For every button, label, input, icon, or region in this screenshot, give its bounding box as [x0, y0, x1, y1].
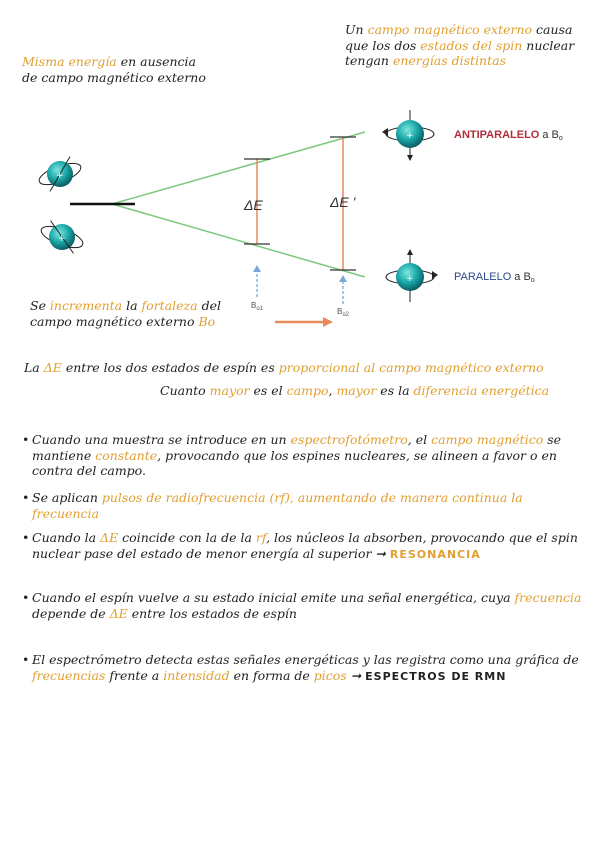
text-run: Bo: [198, 313, 216, 329]
text-run: es el: [249, 383, 287, 398]
lower-level-line: [112, 204, 365, 277]
delta-e-label: ΔE: [244, 197, 263, 213]
text-run: RESONANCIA: [389, 547, 481, 561]
text-run: frente a: [105, 667, 164, 683]
svg-text:+: +: [406, 131, 414, 141]
text-run: La: [24, 360, 44, 375]
spin-left-up-icon: [37, 157, 84, 192]
text-run: ESPECTROS DE RMN: [365, 669, 507, 683]
note-external-field: [345, 22, 585, 69]
energy-split-diagram: [20, 92, 580, 332]
b01-label: $B_{o1}$: [251, 301, 264, 312]
text-run: entre los estados de espín: [127, 605, 297, 621]
text-run: Cuando la: [32, 530, 101, 545]
text-run: campo magnético externo: [367, 22, 533, 37]
parallel-label: PARALELO a Bo: [454, 271, 535, 284]
text-run: se mantiene: [32, 432, 562, 463]
text-run: Se aplican: [32, 490, 102, 505]
proportional-statement: [24, 360, 584, 376]
text-run: Se: [30, 298, 50, 313]
greater-field-statement: [160, 383, 580, 399]
note-same-energy: [22, 54, 232, 85]
text-run: constante: [95, 447, 158, 463]
svg-text:+: +: [58, 234, 66, 244]
text-run: rf: [255, 530, 267, 545]
text-run: en forma de: [229, 667, 314, 683]
spin-parallel-icon: [386, 249, 438, 302]
antiparallel-label: ANTIPARALELO a Bo: [454, 129, 563, 142]
text-run: El espectrómetro detecta estas señales energéticas y las registra como una gráfica de: [32, 652, 579, 667]
note-increase-field: [30, 298, 240, 329]
bullet-spectrometer: [22, 652, 592, 683]
text-run: mayor: [336, 383, 377, 398]
text-run: espectrofotómetro: [290, 432, 408, 447]
text-run: en ausencia: [116, 54, 196, 69]
text-run: depende de: [32, 605, 110, 621]
text-run: ΔE: [43, 360, 62, 375]
text-run: campo magnético: [431, 432, 544, 447]
text-run: la: [122, 298, 142, 313]
text-run: Cuanto: [160, 383, 210, 398]
text-run: proporcional al campo magnético externo: [278, 360, 544, 375]
text-run: incrementa: [49, 298, 123, 313]
text-run: diferencia energética: [413, 383, 550, 398]
text-run: del campo magnético externo: [30, 298, 221, 329]
text-run: fortaleza: [141, 298, 198, 313]
svg-text:+: +: [406, 274, 414, 284]
text-run: ΔE: [109, 605, 128, 621]
text-run: ,: [328, 383, 337, 398]
text-run: ➞: [346, 667, 366, 683]
text-run: , el: [407, 432, 432, 447]
text-run: frecuencias: [32, 667, 106, 683]
upper-level-line: [112, 132, 365, 204]
spin-left-down-icon: [39, 221, 86, 254]
text-run: nuclear tengan: [345, 37, 575, 69]
text-run: intensidad: [163, 667, 230, 683]
text-run: energías distintas: [392, 53, 506, 69]
bullet-rf-pulses: [22, 490, 592, 521]
text-run: Cuando el espín vuelve a su estado inicial emite una señal energética, cuya: [32, 590, 515, 605]
text-run: causa que los dos: [345, 22, 573, 53]
bullet-sample-introduced: [22, 432, 592, 479]
delta-e-prime-label: ΔE ': [330, 194, 356, 210]
text-run: Misma energía: [22, 54, 117, 69]
text-run: de campo magnético externo: [22, 69, 206, 85]
text-run: pulsos de radiofrecuencia (rf), aumentando de manera continua la frecuencia: [32, 490, 523, 521]
text-run: Cuando una muestra se introduce en un: [32, 432, 291, 447]
text-run: entre los dos estados de espín es: [61, 360, 279, 375]
text-run: campo: [286, 383, 329, 398]
text-run: ΔE: [100, 530, 119, 545]
text-run: , los núcleos la absorben, provocando que el spin nuclear pase del estado de menor energía al superior ➞: [32, 530, 578, 561]
text-run: Un: [345, 22, 368, 37]
text-run: frecuencia: [514, 590, 582, 605]
text-run: picos: [313, 667, 347, 683]
spin-antiparallel-icon: [382, 110, 434, 161]
svg-text:+: +: [56, 171, 64, 181]
text-run: coincide con la de la: [118, 530, 256, 545]
text-run: estados del spin: [420, 37, 523, 53]
text-run: mayor: [209, 383, 250, 398]
text-run: es la: [376, 383, 414, 398]
bullet-emission: [22, 590, 592, 621]
b02-label: $B_{o2}$: [337, 307, 350, 318]
bullet-resonance: [22, 530, 592, 561]
text-run: , provocando que los espines nucleares, se alineen a favor o en contra del campo.: [32, 447, 557, 479]
